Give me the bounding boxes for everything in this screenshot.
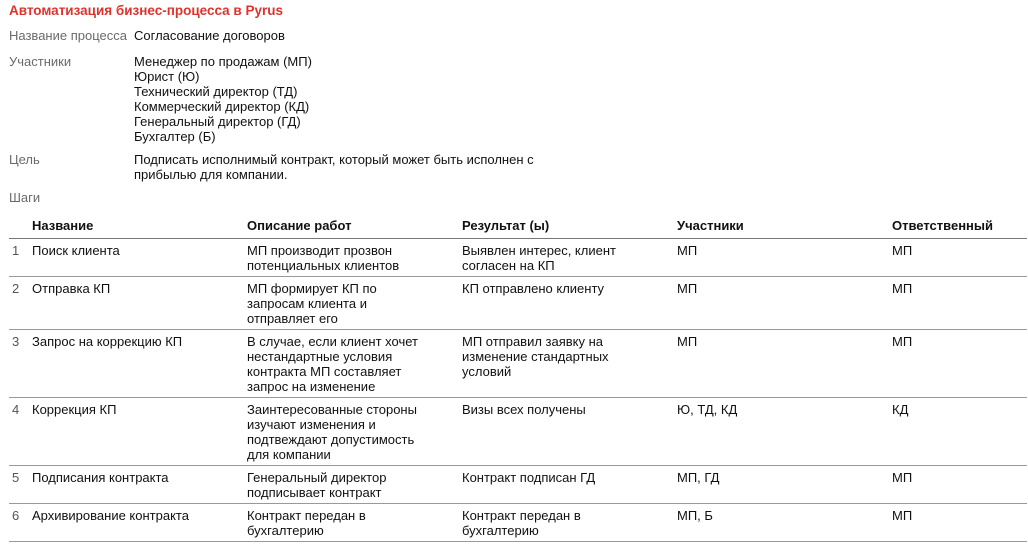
step-participants: Ю, ТД, КД [677, 398, 892, 466]
goal-text [134, 152, 534, 182]
description-line: подписывает контракт [247, 485, 382, 500]
participants-label: Участники [9, 54, 72, 69]
steps-label: Шаги [9, 190, 41, 205]
step-responsible: МП [892, 277, 1027, 330]
step-name: Запрос на коррекцию КП [32, 330, 247, 398]
header-responsible: Ответственный [892, 213, 1027, 239]
result-line: Визы всех получены [462, 402, 586, 417]
table-body [9, 239, 1027, 542]
participant-item: Технический директор (ТД) [134, 84, 298, 99]
description-line: Генеральный директор [247, 470, 387, 485]
description-line: нестандартные условия [247, 349, 393, 364]
step-participants: МП [677, 330, 892, 398]
result-line: условий [462, 364, 512, 379]
step-description [247, 277, 462, 330]
step-description [247, 239, 462, 277]
process-name-label: Название процесса [9, 28, 127, 43]
goal-line: прибылью для компании. [134, 167, 288, 182]
steps-table [9, 213, 1027, 542]
step-name: Поиск клиента [32, 239, 247, 277]
result-line: Контракт передан в [462, 508, 581, 523]
participants-list [134, 54, 312, 144]
step-participants: МП [677, 239, 892, 277]
header-participants: Участники [677, 213, 892, 239]
header-number [9, 213, 32, 239]
participant-item: Генеральный директор (ГД) [134, 114, 301, 129]
step-result [462, 239, 677, 277]
step-name: Коррекция КП [32, 398, 247, 466]
step-number: 3 [9, 330, 32, 398]
description-line: В случае, если клиент хочет [247, 334, 418, 349]
step-number: 5 [9, 466, 32, 504]
step-name: Подписания контракта [32, 466, 247, 504]
step-participants: МП, Б [677, 504, 892, 542]
step-responsible: МП [892, 330, 1027, 398]
header-name: Название [32, 213, 247, 239]
step-description [247, 504, 462, 542]
step-participants: МП, ГД [677, 466, 892, 504]
description-line: запросам клиента и [247, 296, 367, 311]
step-responsible: КД [892, 398, 1027, 466]
table-row [9, 398, 1027, 466]
description-line: для компании [247, 447, 331, 462]
step-description [247, 330, 462, 398]
table-header-row [9, 213, 1027, 239]
header-result: Результат (ы) [462, 213, 677, 239]
step-description [247, 398, 462, 466]
participant-item: Коммерческий директор (КД) [134, 99, 310, 114]
description-line: потенциальных клиентов [247, 258, 400, 273]
description-line: изучают изменения и [247, 417, 376, 432]
step-responsible: МП [892, 466, 1027, 504]
step-name: Архивирование контракта [32, 504, 247, 542]
result-line: МП отправил заявку на [462, 334, 604, 349]
step-description [247, 466, 462, 504]
step-number: 6 [9, 504, 32, 542]
result-line: изменение стандартных [462, 349, 609, 364]
header-description: Описание работ [247, 213, 462, 239]
goal-label: Цель [9, 152, 40, 167]
participant-item: Менеджер по продажам (МП) [134, 54, 312, 69]
step-number: 2 [9, 277, 32, 330]
step-result [462, 504, 677, 542]
description-line: контракта МП составляет [247, 364, 402, 379]
step-result [462, 466, 677, 504]
step-name: Отправка КП [32, 277, 247, 330]
result-line: согласен на КП [462, 258, 555, 273]
description-line: отправляет его [247, 311, 338, 326]
description-line: бухгалтерию [247, 523, 324, 538]
step-number: 1 [9, 239, 32, 277]
description-line: Контракт передан в [247, 508, 366, 523]
description-line: МП производит прозвон [247, 243, 393, 258]
table-row [9, 239, 1027, 277]
description-line: Заинтересованные стороны [247, 402, 417, 417]
step-responsible: МП [892, 239, 1027, 277]
description-line: подтвеждают допустимость [247, 432, 415, 447]
step-result [462, 398, 677, 466]
process-name-value: Согласование договоров [134, 28, 285, 43]
participant-item: Бухгалтер (Б) [134, 129, 216, 144]
step-responsible: МП [892, 504, 1027, 542]
document-title: Автоматизация бизнес-процесса в Pyrus [9, 3, 283, 18]
table-row [9, 504, 1027, 542]
table-row [9, 277, 1027, 330]
goal-line: Подписать исполнимый контракт, который может быть исполнен с [134, 152, 534, 167]
step-result [462, 330, 677, 398]
step-number: 4 [9, 398, 32, 466]
step-participants: МП [677, 277, 892, 330]
step-result [462, 277, 677, 330]
result-line: КП отправлено клиенту [462, 281, 605, 296]
result-line: Выявлен интерес, клиент [462, 243, 616, 258]
description-line: запрос на изменение [247, 379, 376, 394]
table-row [9, 330, 1027, 398]
participant-item: Юрист (Ю) [134, 69, 200, 84]
result-line: бухгалтерию [462, 523, 539, 538]
description-line: МП формирует КП по [247, 281, 377, 296]
result-line: Контракт подписан ГД [462, 470, 596, 485]
table-row [9, 466, 1027, 504]
